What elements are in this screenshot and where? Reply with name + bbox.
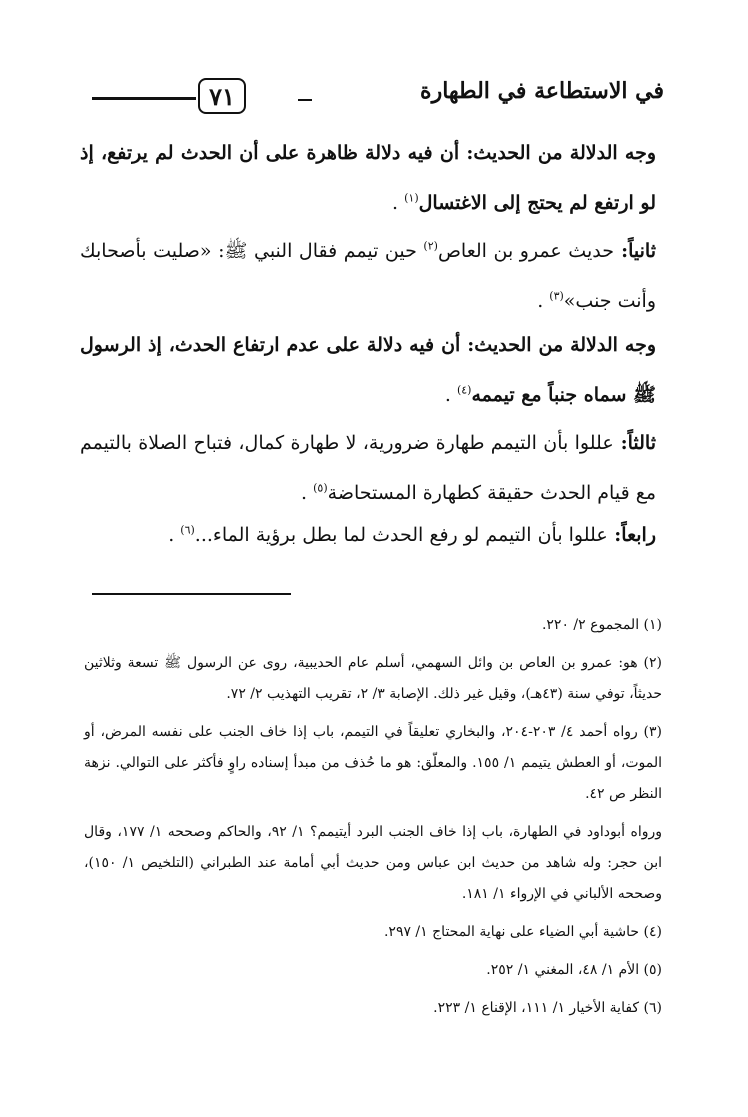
paragraph-text: عللوا بأن التيمم لو رفع الحدث لما بطل برؤية الماء... <box>194 524 608 546</box>
paragraph-4: ثالثاً: عللوا بأن التيمم طهارة ضرورية، لا طهارة كمال، فتباح الصلاة بالتيمم مع قيام الحدث حقيقة كطهارة المستحاضة$^{(٥)}$ . <box>80 432 656 504</box>
paragraph-text: وجه الدلالة من الحديث: أن فيه دلالة ظاهرة على أن الحدث لم يرتفع، إذ لو ارتفع لم يحتج إلى الاغتسال <box>80 142 656 214</box>
footnote: (٣) رواه أحمد ٤/ ٢٠٣-٢٠٤، والبخاري تعليقاً في التيمم، باب إذا خاف الجنب على نفسه المرض، أو الموت، أو العطش يتيمم ١/ ١٥٥. والمعلّق: هو ما حُذف من مبدأ إسناده راوٍ فأكثر على التوالي. نزهة النظر ص ٤٢. <box>84 724 662 802</box>
footnote-separator <box>92 593 291 595</box>
footnote-ref[interactable]: (٤) <box>456 383 472 397</box>
page-number: ٧١ <box>198 78 246 114</box>
footnote-ref[interactable]: (٢) <box>423 239 438 253</box>
footnote-ref[interactable]: (٦) <box>180 523 195 537</box>
footnote: (٦) كفاية الأخيار ١/ ١١١، الإقناع ١/ ٢٢٣. <box>433 1000 662 1016</box>
footnote: (٤) حاشية أبي الضياء على نهاية المحتاج ١/ ٢٩٧. <box>383 924 662 940</box>
paragraph-lead: ثالثاً: <box>613 432 656 454</box>
paragraph-2: ثانياً: حديث عمرو بن العاص$^{(٢)}$ حين تيمم فقال النبي ﷺ: «صليت بأصحابك وأنت جنب»$^{(٣)}$ . <box>80 239 656 312</box>
paragraph-3: وجه الدلالة من الحديث: أن فيه دلالة على عدم ارتفاع الحدث، إذ الرسول ﷺ سماه جنباً مع تيممه$^{(٤)}$ . <box>80 334 656 406</box>
running-header <box>92 76 664 116</box>
paragraph-text: حديث عمرو بن العاص <box>437 240 614 262</box>
paragraph-text: عللوا بأن التيمم طهارة ضرورية، لا طهارة كمال، فتباح الصلاة بالتيمم مع قيام الحدث حقيقة كطهارة المستحاضة <box>80 432 656 504</box>
footnote-ref[interactable]: (١) <box>404 191 419 205</box>
footnote: (٢) هو: عمرو بن العاص بن وائل السهمي، أسلم عام الحديبية، روى عن الرسول ﷺ تسعة وثلاثين حديثاً، توفي سنة (٤٣هـ)، وقيل غير ذلك. الإصابة ٣/ ٢، تقريب التهذيب ٢/ ٧٢. <box>84 655 662 702</box>
paragraph-text: حين تيمم فقال النبي ﷺ: «صليت بأصحابك وأنت جنب» <box>80 240 656 312</box>
paragraph-lead: ثانياً: <box>613 240 656 262</box>
footnote-ref[interactable]: (٥) <box>313 481 328 495</box>
paragraph-5: رابعاً: عللوا بأن التيمم لو رفع الحدث لما بطل برؤية الماء...$^{(٦)}$ . <box>168 523 656 546</box>
footnote-ref[interactable]: (٣) <box>549 289 564 303</box>
footnote: (١) المجموع ٢/ ٢٢٠. <box>541 617 662 633</box>
paragraph-lead: رابعاً: <box>607 524 656 546</box>
header-rule <box>92 97 196 100</box>
footnote: (٥) الأم ١/ ٤٨، المغني ١/ ٢٥٢. <box>486 962 662 978</box>
footnotes <box>84 610 662 1031</box>
footnote-continuation: ورواه أبوداود في الطهارة، باب إذا خاف الجنب البرد أيتيمم؟ ١/ ٩٢، والحاكم وصححه ١/ ١٧٧، وقال ابن حجر: وله شاهد من حديث ابن عباس ومن حديث أبي أمامة عند الطبراني (التلخيص ١/ ١٥٠)، وصححه الألباني في الإرواء ١/ ١٨١. <box>84 824 662 902</box>
header-title: في الاستطاعة في الطهارة <box>420 78 664 104</box>
paragraph-text: وجه الدلالة من الحديث: أن فيه دلالة على عدم ارتفاع الحدث، إذ الرسول ﷺ سماه جنباً مع تيممه <box>80 334 656 406</box>
paragraph-1: وجه الدلالة من الحديث: أن فيه دلالة ظاهرة على أن الحدث لم يرتفع، إذ لو ارتفع لم يحتج إلى الاغتسال$^{(١)}$ . <box>80 142 656 214</box>
header-rule <box>298 99 312 101</box>
